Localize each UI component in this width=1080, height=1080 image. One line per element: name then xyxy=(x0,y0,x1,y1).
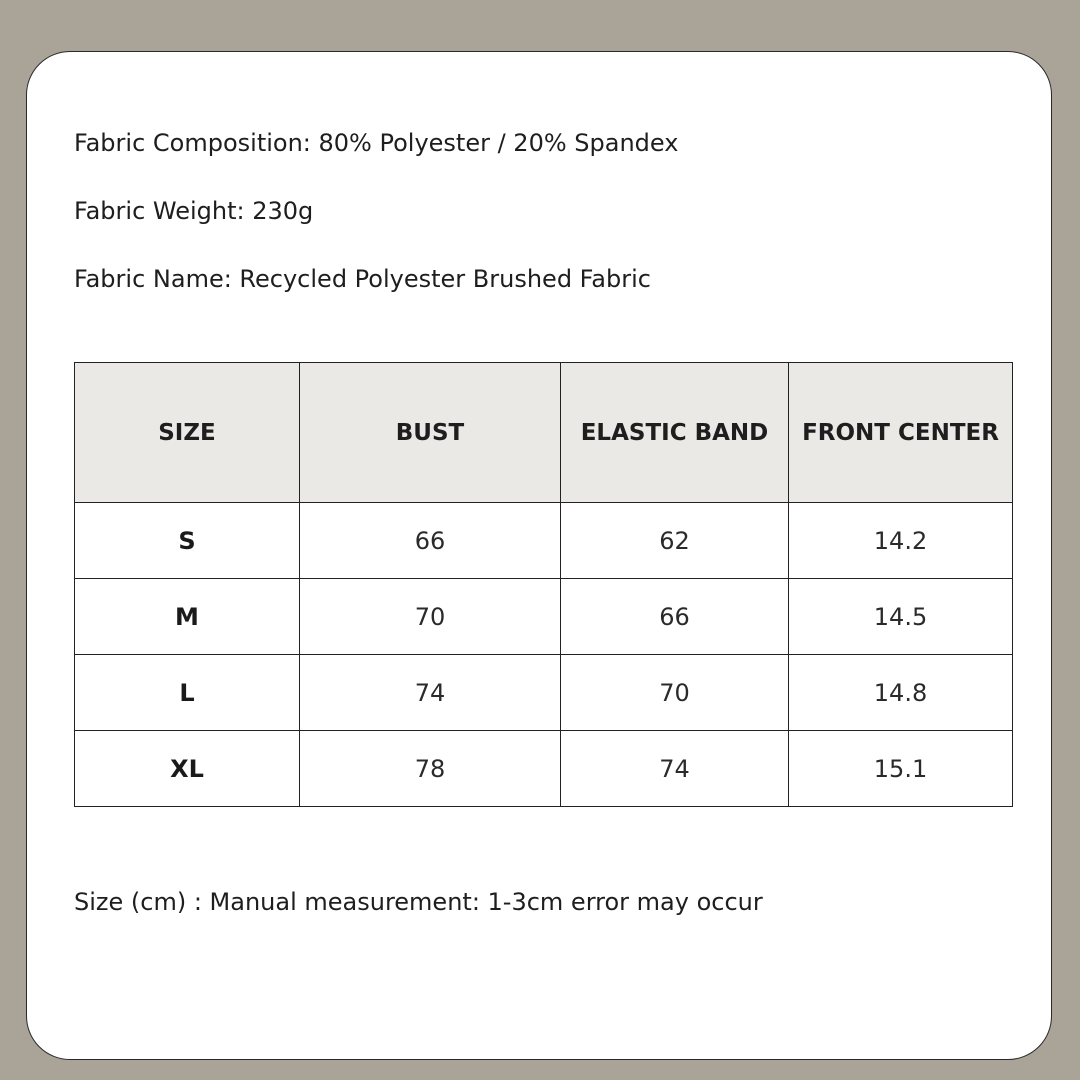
table-row xyxy=(75,655,1013,731)
size-chart-card xyxy=(26,51,1052,1060)
measurement-note: Size (cm) : Manual measurement: 1-3cm error may occur xyxy=(74,888,763,916)
table-row xyxy=(75,731,1013,807)
fabric-name: Fabric Name: Recycled Polyester Brushed Fabric xyxy=(74,265,651,293)
front-center-cell: 14.8 xyxy=(789,655,1013,731)
elastic-band-cell: 66 xyxy=(561,579,789,655)
table-row xyxy=(75,579,1013,655)
header-bust: BUST xyxy=(300,363,561,503)
bust-cell: 74 xyxy=(300,655,561,731)
size-cell: S xyxy=(75,503,300,579)
bust-cell: 78 xyxy=(300,731,561,807)
elastic-band-cell: 62 xyxy=(561,503,789,579)
table-header-row xyxy=(75,363,1013,503)
size-cell: L xyxy=(75,655,300,731)
header-elastic-band: ELASTIC BAND xyxy=(561,363,789,503)
bust-cell: 66 xyxy=(300,503,561,579)
size-cell: M xyxy=(75,579,300,655)
front-center-cell: 14.5 xyxy=(789,579,1013,655)
table-row xyxy=(75,503,1013,579)
fabric-weight: Fabric Weight: 230g xyxy=(74,197,314,225)
front-center-cell: 14.2 xyxy=(789,503,1013,579)
fabric-composition: Fabric Composition: 80% Polyester / 20% Spandex xyxy=(74,129,679,157)
header-front-center: FRONT CENTER xyxy=(789,363,1013,503)
bust-cell: 70 xyxy=(300,579,561,655)
header-size: SIZE xyxy=(75,363,300,503)
size-cell: XL xyxy=(75,731,300,807)
size-table xyxy=(74,362,1013,807)
elastic-band-cell: 74 xyxy=(561,731,789,807)
front-center-cell: 15.1 xyxy=(789,731,1013,807)
elastic-band-cell: 70 xyxy=(561,655,789,731)
